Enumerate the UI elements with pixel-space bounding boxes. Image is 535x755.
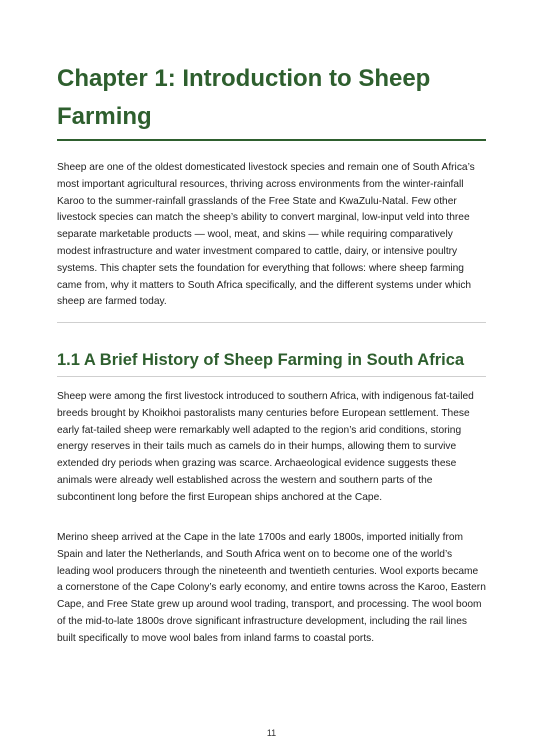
document-page xyxy=(57,0,486,755)
chapter-title-rule xyxy=(57,139,486,141)
section-title: 1.1 A Brief History of Sheep Farming in South Africa xyxy=(57,351,465,369)
page-number: 11 xyxy=(266,728,277,738)
section-paragraph: Sheep were among the first livestock introduced to southern Africa, with indigenous fat-tailed breeds brought by Khoikhoi pastoralists many centuries before European settlement. These early fat-tailed sheep were remarkably well adapted to the region’s arid conditions, storing energy reserves in their tails much as camels do in their humps, allowing them to survive extended dry periods when grazing was scarce. Archaeological evidence suggests these animals were already well established across the western and southern parts of the subcontinent long before the first European ships anchored at the Cape. xyxy=(57,391,474,503)
chapter-intro-paragraph: Sheep are one of the oldest domesticated livestock species and remain one of South Africa’s most important agricultural resources, thriving across environments from the winter-rainfall Karoo to the summer-rainfall grasslands of the Free State and KwaZulu-Natal. Few other livestock species can match the sheep’s ability to convert marginal, low-input veld into three separate marketable products — wool, meat, and skins — while requiring comparatively modest infrastructure and water investment compared to cattle, dairy, or intensive poultry systems. This chapter sets the foundation for everything that follows: where sheep farming came from, why it matters to South Africa specifically, and the different systems under which sheep are farmed today. xyxy=(57,162,475,308)
section-divider xyxy=(57,322,486,323)
chapter-title: Chapter 1: Introduction to Sheep Farming xyxy=(57,65,431,130)
section-paragraph: Merino sheep arrived at the Cape in the late 1700s and early 1800s, imported initially from Spain and later the Netherlands, and South Africa went on to become one of the world’s leading wool producers through the nineteenth and twentieth centuries. Wool exports became a cornerstone of the Cape Colony’s early economy, and entire towns across the Karoo, Eastern Cape, and Free State grew up around wool trading, transport, and processing. The wool boom of the mid-to-late 1800s drove significant infrastructure development, including the rail lines built specifically to move wool bales from inland farms to coastal ports. xyxy=(57,532,486,644)
section-title-rule xyxy=(57,376,486,377)
